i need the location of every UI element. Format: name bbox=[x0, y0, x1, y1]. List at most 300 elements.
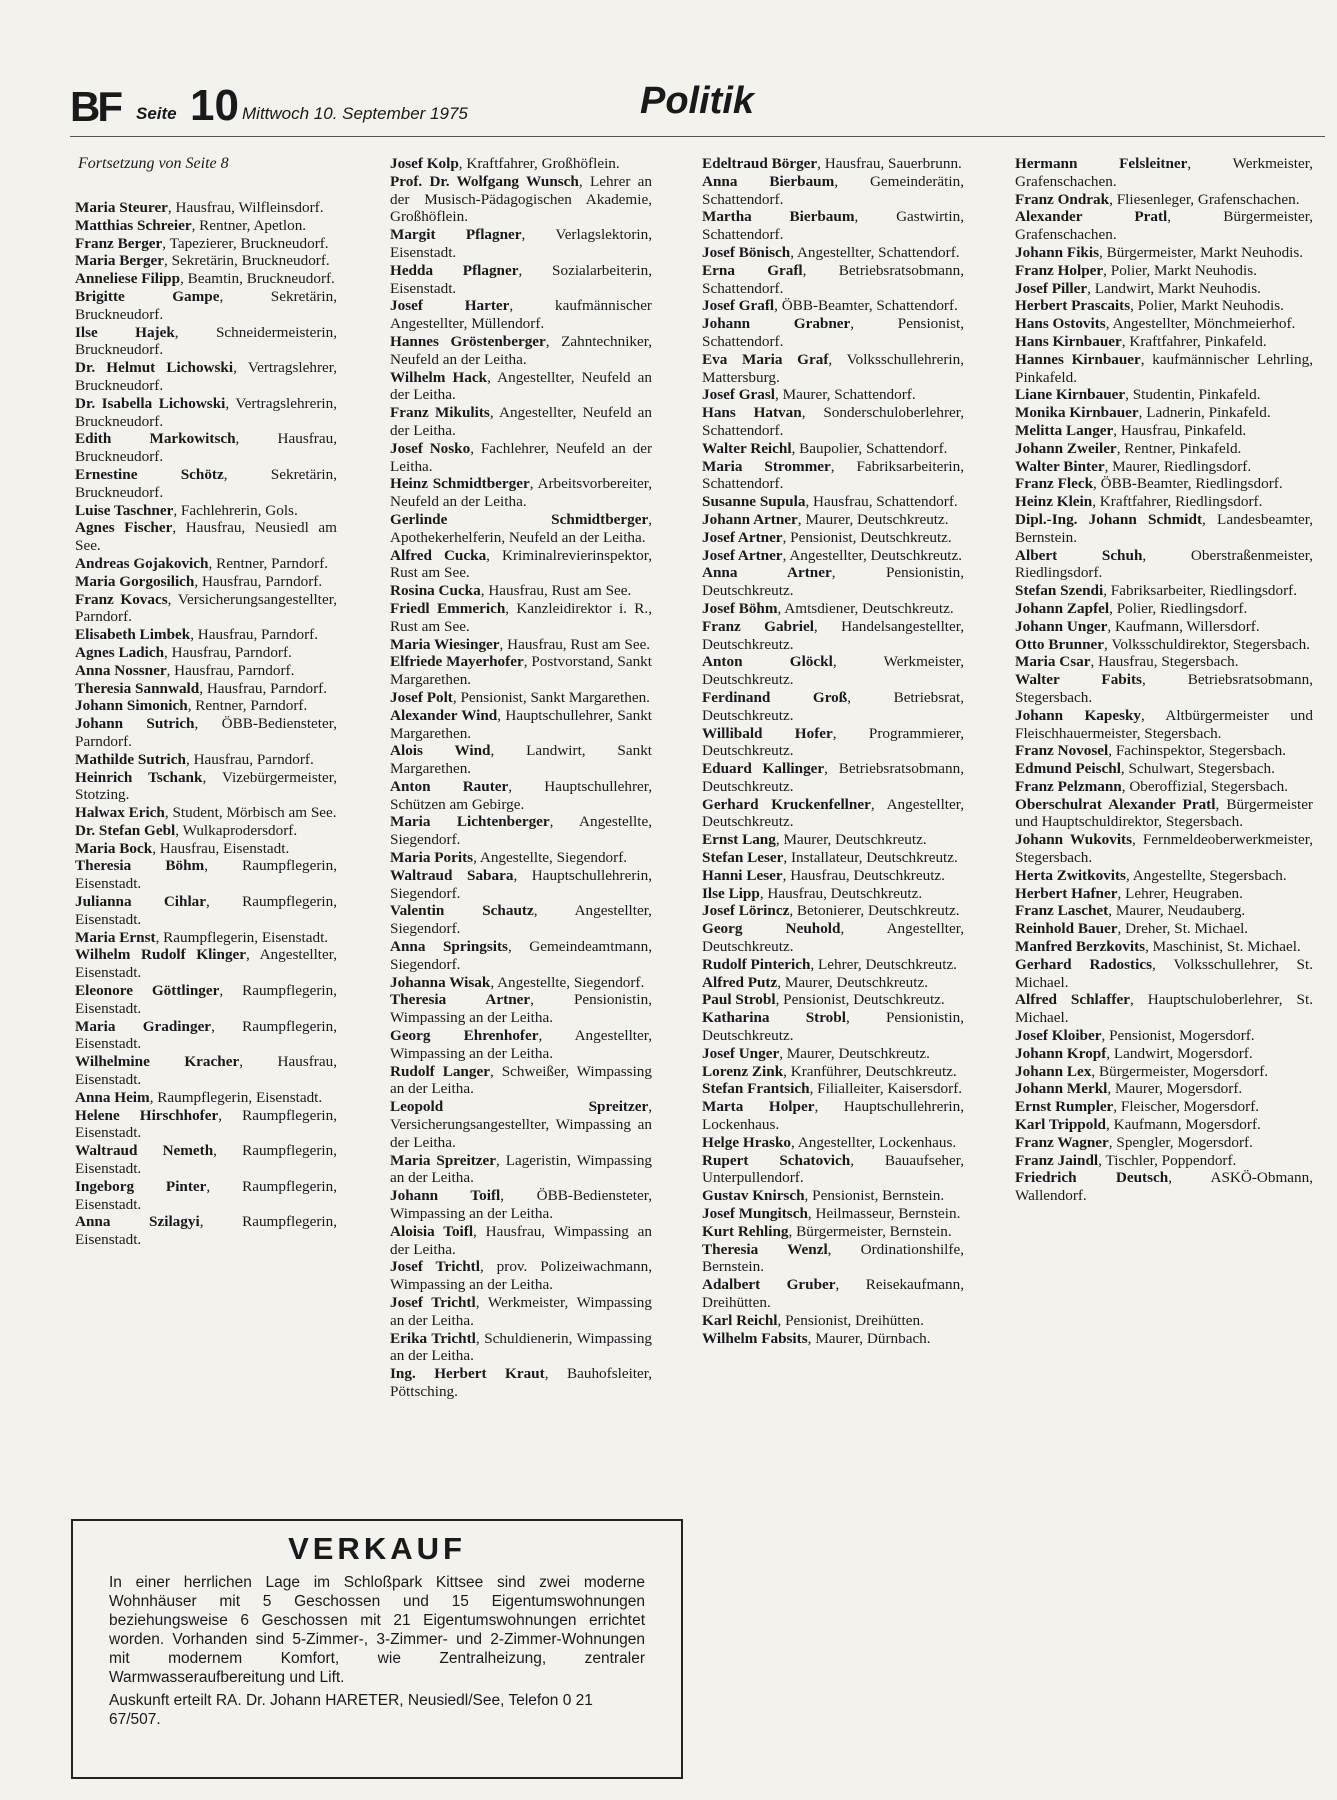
list-item: Anna Nossner, Hausfrau, Parndorf. bbox=[75, 661, 295, 679]
person-details: Apothekerhelferin, Neufeld an der Leitha. bbox=[390, 528, 646, 546]
list-item: Agnes Fischer, Hausfrau, Neusiedl am See. bbox=[75, 519, 337, 555]
person-name: Franz Jaindl bbox=[1015, 1151, 1099, 1169]
person-name: Marta Holper bbox=[702, 1098, 815, 1116]
person-details: Lehrer an der Musisch-Pädagogischen Akademie, Großhöflein. bbox=[390, 172, 652, 226]
list-item: Georg Ehrenhofer, Angestellter, Wimpassing an der Leitha. bbox=[390, 1027, 652, 1062]
list-item: Dr. Isabella Lichowski, Vertragslehrerin, Bruckneudorf. bbox=[75, 394, 337, 430]
list-item: Gerlinde Schmidtberger, Apothekerhelferin, Neufeld an der Leitha. bbox=[390, 510, 652, 546]
list-item: Wilhelm Fabsits, Maurer, Dürnbach. bbox=[702, 1329, 931, 1347]
person-details: Landwirt, Mogersdorf. bbox=[1113, 1044, 1253, 1062]
person-details: Betonierer, Deutschkreutz. bbox=[796, 902, 960, 920]
list-item: Johann Zweiler, Rentner, Pinkafeld. bbox=[1015, 439, 1242, 457]
list-item: Josef Grasl, Maurer, Schattendorf. bbox=[702, 386, 916, 404]
person-name: Eduard Kallinger bbox=[702, 760, 825, 778]
person-details: Angestellter, Eisenstadt. bbox=[75, 946, 337, 982]
person-details: Hausfrau, Stegersbach. bbox=[1098, 653, 1239, 671]
person-name: Josef Böhm bbox=[702, 599, 778, 617]
person-details: Volksschullehrerin, Mattersburg. bbox=[702, 350, 964, 386]
person-name: Hans Kirnbauer bbox=[1015, 332, 1122, 350]
person-details: Pensionist, Mogersdorf. bbox=[1109, 1027, 1255, 1045]
person-name: Dr. Stefan Gebl bbox=[75, 821, 176, 839]
person-details: Angestellter, Wimpassing an der Leitha. bbox=[390, 1027, 652, 1062]
person-name: Wilhelm Rudolf Klinger bbox=[75, 946, 247, 964]
person-name: Ernst Lang bbox=[702, 831, 776, 849]
list-item: Franz Berger, Tapezierer, Bruckneudorf. bbox=[75, 234, 329, 252]
list-item: Hans Hatvan, Sonderschuloberlehrer, Schattendorf. bbox=[702, 404, 964, 439]
person-details: Installateur, Deutschkreutz. bbox=[791, 849, 958, 867]
person-details: Bürgermeister und Hauptschuldirektor, Stegersbach. bbox=[1015, 795, 1313, 831]
person-name: Alfred Cucka bbox=[390, 546, 487, 564]
list-item: Oberschulrat Alexander Pratl, Bürgermeister und Hauptschuldirektor, Stegersbach. bbox=[1015, 795, 1313, 831]
person-details: Hausfrau, Wilfleinsdorf. bbox=[175, 199, 324, 216]
list-item: Johann Unger, Kaufmann, Willersdorf. bbox=[1015, 617, 1260, 635]
list-item: Johann Artner, Maurer, Deutschkreutz. bbox=[702, 510, 949, 528]
person-name: Franz Kovacs bbox=[75, 590, 168, 608]
person-details: Gemeinderätin, Schattendorf. bbox=[702, 172, 964, 208]
column-3 bbox=[702, 155, 964, 1347]
person-name: Franz Fleck bbox=[1015, 475, 1094, 493]
list-item: Agnes Ladich, Hausfrau, Parndorf. bbox=[75, 643, 292, 661]
person-details: Sekretärin, Bruckneudorf. bbox=[171, 252, 330, 270]
person-name: Rosina Cucka bbox=[390, 582, 481, 600]
person-details: Student, Mörbisch am See. bbox=[172, 804, 337, 822]
person-details: Hausfrau, Wimpassing an der Leitha. bbox=[390, 1222, 653, 1258]
list-item: Franz Pelzmann, Oberoffizial, Stegersbach. bbox=[1015, 777, 1289, 795]
person-name: Halwax Erich bbox=[75, 804, 165, 822]
person-details: Studentin, Pinkafeld. bbox=[1132, 386, 1261, 404]
list-item: Eduard Kallinger, Betriebsratsobmann, Deutschkreutz. bbox=[702, 760, 964, 795]
list-item: Otto Brunner, Volksschuldirektor, Stegersbach. bbox=[1015, 635, 1310, 653]
person-name: Alois Wind bbox=[390, 742, 491, 760]
list-item: Lorenz Zink, Kranführer, Deutschkreutz. bbox=[702, 1062, 957, 1080]
person-name: Friedl Emmerich bbox=[390, 599, 506, 617]
person-name: Josef Kolp bbox=[390, 155, 459, 172]
person-details: Tischler, Poppendorf. bbox=[1105, 1151, 1237, 1169]
person-name: Edmund Peischl bbox=[1015, 760, 1121, 778]
person-name: Maria Berger bbox=[75, 252, 164, 270]
person-details: Pensionist, Bernstein. bbox=[812, 1187, 945, 1205]
person-details: Angestellter, Deutschkreutz. bbox=[789, 546, 963, 564]
list-item: Alfred Cucka, Kriminalrevierinspektor, Rust am See. bbox=[390, 546, 652, 582]
person-name: Julianna Cihlar bbox=[75, 893, 207, 911]
list-item: Kurt Rehling, Bürgermeister, Bernstein. bbox=[702, 1222, 952, 1240]
person-details: Hausfrau, Deutschkreutz. bbox=[767, 884, 923, 902]
person-details: Tapezierer, Bruckneudorf. bbox=[169, 234, 329, 252]
list-item: Theresia Artner, Pensionistin, Wimpassing an der Leitha. bbox=[390, 991, 652, 1027]
person-details: Gemeindeamtmann, Siegendorf. bbox=[390, 938, 653, 973]
person-name: Rudolf Pinterich bbox=[702, 955, 811, 973]
person-details: Raumpflegerin, Eisenstadt. bbox=[163, 928, 329, 946]
person-name: Johann Lex bbox=[1015, 1062, 1092, 1080]
person-details: Dreher, St. Michael. bbox=[1125, 920, 1249, 938]
person-details: Heilmasseur, Bernstein. bbox=[815, 1205, 961, 1223]
list-item: Josef Artner, Pensionist, Deutschkreutz. bbox=[702, 528, 952, 546]
person-details: Fachlehrer, Neufeld an der Leitha. bbox=[390, 439, 652, 475]
person-name: Ilse Lipp bbox=[702, 884, 760, 902]
person-details: Werkmeister, Deutschkreutz. bbox=[702, 653, 964, 689]
person-name: Johann Wukovits bbox=[1015, 831, 1133, 849]
list-item: Georg Neuhold, Angestellter, Deutschkreutz. bbox=[702, 920, 964, 956]
person-name: Johann Kapesky bbox=[1015, 706, 1142, 724]
list-item: Theresia Sannwald, Hausfrau, Parndorf. bbox=[75, 679, 328, 697]
person-details: Versicherungsangestellter, Parndorf. bbox=[75, 590, 337, 626]
list-item: Monika Kirnbauer, Ladnerin, Pinkafeld. bbox=[1015, 404, 1271, 422]
person-details: Maurer, Mogersdorf. bbox=[1115, 1080, 1243, 1098]
person-details: Schulwart, Stegersbach. bbox=[1128, 760, 1275, 778]
person-name: Alexander Wind bbox=[390, 706, 498, 724]
person-name: Dr. Helmut Lichowski bbox=[75, 359, 234, 377]
person-details: Werkmeister, Wimpassing an der Leitha. bbox=[390, 1294, 652, 1329]
person-details: Hausfrau, Pinkafeld. bbox=[1120, 421, 1247, 439]
list-item: Hans Kirnbauer, Kraftfahrer, Pinkafeld. bbox=[1015, 332, 1267, 350]
column-2 bbox=[390, 155, 652, 1401]
person-name: Hans Ostovits bbox=[1015, 315, 1106, 333]
list-item: Stefan Szendi, Fabriksarbeiter, Riedlingsdorf. bbox=[1015, 582, 1298, 600]
person-details: Raumpflegerin, Eisenstadt. bbox=[75, 1177, 337, 1213]
list-item: Friedl Emmerich, Kanzleidirektor i. R., Rust am See. bbox=[390, 599, 652, 635]
list-item: Anna Heim, Raumpflegerin, Eisenstadt. bbox=[75, 1088, 323, 1106]
column-1 bbox=[75, 155, 337, 1249]
person-details: ÖBB-Bediensteter, Parndorf. bbox=[75, 715, 337, 750]
list-item: Ernestine Schötz, Sekretärin, Bruckneudorf. bbox=[75, 465, 337, 501]
person-name: Helge Hrasko bbox=[702, 1133, 792, 1151]
person-name: Katharina Strobl bbox=[702, 1009, 846, 1027]
list-item: Josef Bönisch, Angestellter, Schattendorf. bbox=[702, 243, 960, 261]
person-name: Aloisia Toifl bbox=[390, 1222, 474, 1240]
list-item: Mathilde Sutrich, Hausfrau, Parndorf. bbox=[75, 750, 314, 768]
person-name: Franz Ondrak bbox=[1015, 190, 1110, 208]
person-details: Maurer, Deutschkreutz. bbox=[783, 831, 927, 849]
list-item: Ilse Hajek, Schneidermeisterin, Bruckneudorf. bbox=[75, 323, 337, 359]
person-details: Angestellter, Schattendorf. bbox=[796, 243, 960, 261]
list-item: Maria Spreitzer, Lageristin, Wimpassing an der Leitha. bbox=[390, 1151, 653, 1187]
person-name: Josef Kloiber bbox=[1015, 1027, 1102, 1045]
list-item: Maria Gradinger, Raumpflegerin, Eisenstadt. bbox=[75, 1017, 337, 1053]
person-details: Bauhofsleiter, Pöttsching. bbox=[390, 1365, 652, 1400]
person-details: Hausfrau, Parndorf. bbox=[206, 679, 328, 697]
person-details: Angestellter, Neufeld an der Leitha. bbox=[390, 404, 652, 439]
person-details: Pensionistin, Wimpassing an der Leitha. bbox=[390, 991, 652, 1027]
list-item: Anna Artner, Pensionistin, Deutschkreutz. bbox=[702, 564, 965, 600]
person-details: Maurer, Schattendorf. bbox=[782, 386, 916, 404]
person-details: Baupolier, Schattendorf. bbox=[799, 439, 948, 457]
person-name: Johann Sutrich bbox=[75, 715, 195, 733]
list-item: Rosina Cucka, Hausfrau, Rust am See. bbox=[390, 582, 632, 600]
person-name: Valentin Schautz bbox=[390, 902, 534, 920]
person-details: Hausfrau, Neusiedl am See. bbox=[75, 519, 337, 555]
person-name: Alfred Schlaffer bbox=[1015, 991, 1130, 1009]
person-name: Stefan Frantsich bbox=[702, 1080, 810, 1098]
list-item: Anna Springsits, Gemeindeamtmann, Siegendorf. bbox=[390, 938, 653, 973]
person-details: Raumpflegerin, Eisenstadt. bbox=[75, 893, 338, 928]
person-details: Fabriksarbeiterin, Schattendorf. bbox=[702, 457, 964, 493]
person-name: Waltraud Nemeth bbox=[75, 1142, 214, 1160]
person-name: Franz Gabriel bbox=[702, 617, 814, 635]
person-name: Maria Csar bbox=[1015, 653, 1091, 671]
list-item: Alfred Schlaffer, Hauptschuloberlehrer, St. Michael. bbox=[1015, 991, 1313, 1027]
list-item: Ernst Lang, Maurer, Deutschkreutz. bbox=[702, 831, 927, 849]
person-name: Johann Zweiler bbox=[1015, 439, 1117, 457]
list-item: Johann Lex, Bürgermeister, Mogersdorf. bbox=[1015, 1062, 1269, 1080]
list-item: Franz Ondrak, Fliesenleger, Grafenschachen. bbox=[1015, 190, 1300, 208]
person-details: Betriebsratsobmann, Deutschkreutz. bbox=[702, 760, 964, 795]
list-item: Matthias Schreier, Rentner, Apetlon. bbox=[75, 216, 307, 234]
person-name: Ferdinand Groß bbox=[702, 688, 848, 706]
person-details: Volksschuldirektor, Stegersbach. bbox=[1111, 635, 1310, 653]
list-item: Anna Bierbaum, Gemeinderätin, Schattendorf. bbox=[702, 172, 964, 208]
person-details: Maschinist, St. Michael. bbox=[1152, 938, 1301, 956]
person-details: Pensionistin, Deutschkreutz. bbox=[702, 564, 965, 600]
list-item: Hannes Kirnbauer, kaufmännischer Lehrling, Pinkafeld. bbox=[1015, 350, 1313, 386]
list-item: Hermann Felsleitner, Werkmeister, Grafenschachen. bbox=[1015, 155, 1313, 190]
person-details: Kaufmann, Willersdorf. bbox=[1115, 617, 1260, 635]
list-item: Franz Kovacs, Versicherungsangestellter, Parndorf. bbox=[75, 590, 337, 626]
list-item: Gerhard Kruckenfellner, Angestellter, Deutschkreutz. bbox=[702, 795, 964, 831]
person-name: Eva Maria Graf bbox=[702, 350, 829, 368]
person-details: kaufmännischer Angestellter, Müllendorf. bbox=[390, 297, 652, 333]
person-details: Angestellter, Deutschkreutz. bbox=[702, 795, 964, 831]
list-item: Maria Ernst, Raumpflegerin, Eisenstadt. bbox=[75, 928, 329, 946]
person-name: Ernestine Schötz bbox=[75, 465, 224, 483]
person-details: Raumpflegerin, Eisenstadt. bbox=[75, 1106, 338, 1142]
person-name: Johann Unger bbox=[1015, 617, 1108, 635]
person-details: Pensionist, Deutschkreutz. bbox=[783, 991, 945, 1009]
person-name: Wilhelmine Kracher bbox=[75, 1053, 240, 1071]
person-details: ÖBB-Beamter, Schattendorf. bbox=[781, 297, 958, 315]
person-details: Raumpflegerin, Eisenstadt. bbox=[75, 1017, 337, 1053]
person-name: Brigitte Gampe bbox=[75, 287, 220, 305]
person-name: Gustav Knirsch bbox=[702, 1187, 805, 1205]
person-name: Edeltraud Börger bbox=[702, 155, 818, 172]
person-details: Maurer, Deutschkreutz. bbox=[784, 973, 929, 991]
person-name: Herbert Prascaits bbox=[1015, 297, 1131, 315]
list-item: Rudolf Langer, Schweißer, Wimpassing an der Leitha. bbox=[390, 1062, 652, 1098]
person-details: Hausfrau, Parndorf. bbox=[174, 661, 295, 679]
list-item: Theresia Wenzl, Ordinationshilfe, Bernstein. bbox=[702, 1240, 964, 1276]
person-name: Andreas Gojakovich bbox=[75, 554, 209, 572]
list-item: Manfred Berzkovits, Maschinist, St. Michael. bbox=[1015, 938, 1301, 956]
person-name: Maria Bock bbox=[75, 839, 153, 857]
person-details: Maurer, Deutschkreutz. bbox=[805, 510, 949, 528]
list-item: Ing. Herbert Kraut, Bauhofsleiter, Pöttsching. bbox=[390, 1365, 652, 1400]
list-item: Franz Novosel, Fachinspektor, Stegersbach. bbox=[1015, 742, 1287, 760]
person-name: Hannes Gröstenberger bbox=[390, 332, 546, 350]
list-item: Karl Trippold, Kaufmann, Mogersdorf. bbox=[1015, 1116, 1261, 1134]
person-name: Friedrich Deutsch bbox=[1015, 1169, 1169, 1187]
person-details: Hauptschullehrer, Schützen am Gebirge. bbox=[390, 777, 653, 813]
person-name: Helene Hirschhofer bbox=[75, 1106, 219, 1124]
list-item: Prof. Dr. Wolfgang Wunsch, Lehrer an der Musisch-Pädagogischen Akademie, Großhöflein. bbox=[390, 172, 652, 226]
list-item: Josef Trichtl, Werkmeister, Wimpassing an der Leitha. bbox=[390, 1294, 652, 1329]
person-name: Georg Neuhold bbox=[702, 920, 841, 938]
person-name: Melitta Langer bbox=[1015, 421, 1114, 439]
person-name: Liane Kirnbauer bbox=[1015, 386, 1126, 404]
person-details: Hauptschullehrer, Sankt Margarethen. bbox=[390, 706, 653, 742]
list-item: Maria Csar, Hausfrau, Stegersbach. bbox=[1015, 653, 1239, 671]
person-details: Schneidermeisterin, Bruckneudorf. bbox=[75, 323, 337, 359]
person-details: ÖBB-Bediensteter, Wimpassing an der Leitha. bbox=[390, 1187, 653, 1223]
list-item: Josef Trichtl, prov. Polizeiwachmann, Wimpassing an der Leitha. bbox=[390, 1258, 652, 1294]
person-name: Josef Nosko bbox=[390, 439, 471, 457]
person-details: Landwirt, Sankt Margarethen. bbox=[390, 742, 653, 778]
list-item: Luise Taschner, Fachlehrerin, Gols. bbox=[75, 501, 298, 519]
person-details: Betriebsratsobmann, Stegersbach. bbox=[1015, 671, 1314, 706]
person-details: Landesbeamter, Bernstein. bbox=[1015, 510, 1313, 546]
list-item: Martha Bierbaum, Gastwirtin, Schattendorf. bbox=[702, 208, 964, 244]
list-item: Waltraud Nemeth, Raumpflegerin, Eisenstadt. bbox=[75, 1142, 337, 1178]
list-item: Herbert Prascaits, Polier, Markt Neuhodis. bbox=[1015, 297, 1284, 315]
list-item: Alexander Pratl, Bürgermeister, Grafenschachen. bbox=[1015, 208, 1314, 244]
person-name: Anna Heim bbox=[75, 1088, 150, 1106]
person-name: Josef Piller bbox=[1015, 279, 1088, 297]
list-item: Franz Holper, Polier, Markt Neuhodis. bbox=[1015, 261, 1257, 279]
person-name: Maria Spreitzer bbox=[390, 1151, 496, 1169]
person-details: Angestellte, Siegendorf. bbox=[479, 849, 628, 867]
person-name: Elfriede Mayerhofer bbox=[390, 653, 524, 671]
person-details: Bürgermeister, Mogersdorf. bbox=[1098, 1062, 1269, 1080]
person-name: Maria Ernst bbox=[75, 928, 156, 946]
list-item: Josef Grafl, ÖBB-Beamter, Schattendorf. bbox=[702, 297, 958, 315]
list-item: Dr. Helmut Lichowski, Vertragslehrer, Bruckneudorf. bbox=[75, 359, 338, 394]
person-name: Gerlinde Schmidtberger bbox=[390, 510, 649, 528]
person-details: Rentner, Apetlon. bbox=[199, 216, 307, 234]
person-name: Josef Bönisch bbox=[702, 243, 791, 261]
list-item: Helene Hirschhofer, Raumpflegerin, Eisenstadt. bbox=[75, 1106, 338, 1142]
person-details: Zahntechniker, Neufeld an der Leitha. bbox=[390, 332, 652, 368]
person-details: Pensionist, Deutschkreutz. bbox=[790, 528, 952, 546]
person-name: Reinhold Bauer bbox=[1015, 920, 1118, 938]
person-details: kaufmännischer Lehrling, Pinkafeld. bbox=[1015, 350, 1313, 386]
person-details: Angestellte, Stegersbach. bbox=[1132, 866, 1287, 884]
list-item: Susanne Supula, Hausfrau, Schattendorf. bbox=[702, 493, 958, 511]
person-name: Johann Artner bbox=[702, 510, 798, 528]
list-item: Johann Wukovits, Fernmeldeoberwerkmeister, Stegersbach. bbox=[1015, 831, 1314, 867]
list-item: Heinrich Tschank, Vizebürgermeister, Stotzing. bbox=[75, 768, 337, 804]
person-name: Anna Nossner bbox=[75, 661, 167, 679]
person-name: Josef Grasl bbox=[702, 386, 775, 404]
person-name: Willibald Hofer bbox=[702, 724, 833, 742]
person-details: Vertragslehrer, Bruckneudorf. bbox=[75, 359, 338, 394]
list-item: Hannes Gröstenberger, Zahntechniker, Neufeld an der Leitha. bbox=[390, 332, 652, 368]
person-details: Bürgermeister, Bernstein. bbox=[796, 1222, 952, 1240]
person-name: Franz Mikulits bbox=[390, 404, 490, 422]
person-details: Polier, Markt Neuhodis. bbox=[1110, 261, 1257, 279]
person-name: Johann Simonich bbox=[75, 697, 188, 715]
person-details: Angestellter, Neufeld an der Leitha. bbox=[390, 368, 652, 404]
list-item: Johann Simonich, Rentner, Parndorf. bbox=[75, 697, 308, 715]
person-details: Rentner, Parndorf. bbox=[216, 554, 329, 572]
person-details: Hausfrau, Sauerbrunn. bbox=[824, 155, 962, 172]
person-name: Georg Ehrenhofer bbox=[390, 1027, 539, 1045]
person-details: Polier, Markt Neuhodis. bbox=[1137, 297, 1284, 315]
list-item: Josef Böhm, Amtsdiener, Deutschkreutz. bbox=[702, 599, 954, 617]
person-name: Josef Polt bbox=[390, 688, 453, 706]
list-item: Stefan Leser, Installateur, Deutschkreutz. bbox=[702, 849, 958, 867]
list-item: Ingeborg Pinter, Raumpflegerin, Eisenstadt. bbox=[75, 1177, 337, 1213]
page-number: 10 bbox=[190, 81, 239, 130]
person-name: Johann Grabner bbox=[702, 315, 851, 333]
person-name: Monika Kirnbauer bbox=[1015, 404, 1139, 422]
list-item: Liane Kirnbauer, Studentin, Pinkafeld. bbox=[1015, 386, 1261, 404]
list-item: Maria Berger, Sekretärin, Bruckneudorf. bbox=[75, 252, 330, 270]
list-item: Hedda Pflagner, Sozialarbeiterin, Eisenstadt. bbox=[390, 261, 652, 297]
list-item: Josef Kloiber, Pensionist, Mogersdorf. bbox=[1015, 1027, 1255, 1045]
person-name: Johann Toifl bbox=[390, 1187, 501, 1205]
list-item: Julianna Cihlar, Raumpflegerin, Eisenstadt. bbox=[75, 893, 338, 928]
sale-advertisement bbox=[71, 1519, 683, 1779]
list-item: Johann Zapfel, Polier, Riedlingsdorf. bbox=[1015, 599, 1248, 617]
person-name: Hannes Kirnbauer bbox=[1015, 350, 1141, 368]
person-details: Hausfrau, Deutschkreutz. bbox=[790, 866, 945, 884]
list-item: Johann Toifl, ÖBB-Bediensteter, Wimpassing an der Leitha. bbox=[390, 1187, 653, 1223]
person-details: Gastwirtin, Schattendorf. bbox=[702, 208, 964, 244]
person-details: Polier, Riedlingsdorf. bbox=[1116, 599, 1248, 617]
person-name: Wilhelm Fabsits bbox=[702, 1329, 808, 1347]
person-details: Kraftfahrer, Riedlingsdorf. bbox=[1099, 493, 1263, 511]
person-details: Maurer, Neudauberg. bbox=[1115, 902, 1246, 920]
person-details: Verlagslektorin, Eisenstadt. bbox=[390, 226, 652, 261]
person-name: Josef Harter bbox=[390, 297, 510, 315]
person-name: Manfred Berzkovits bbox=[1015, 938, 1146, 956]
list-item: Maria Strommer, Fabriksarbeiterin, Schattendorf. bbox=[702, 457, 964, 493]
person-details: Sonderschuloberlehrer, Schattendorf. bbox=[702, 404, 964, 439]
list-item: Wilhelm Hack, Angestellter, Neufeld an der Leitha. bbox=[390, 368, 652, 404]
person-details: Rentner, Parndorf. bbox=[195, 697, 308, 715]
person-details: Angestellter, Siegendorf. bbox=[390, 902, 652, 938]
person-details: Pensionist, Sankt Margarethen. bbox=[460, 688, 650, 706]
person-name: Anton Rauter bbox=[390, 777, 509, 795]
issue-date: Mittwoch 10. September 1975 bbox=[242, 104, 468, 123]
person-name: Maria Steurer bbox=[75, 199, 168, 216]
list-item: Rupert Schatovich, Bauaufseher, Unterpullendorf. bbox=[702, 1151, 965, 1187]
person-name: Maria Wiesinger bbox=[390, 635, 500, 653]
person-name: Franz Holper bbox=[1015, 261, 1104, 279]
person-details: Lageristin, Wimpassing an der Leitha. bbox=[390, 1151, 653, 1187]
person-name: Ilse Hajek bbox=[75, 323, 175, 341]
list-item: Josef Kolp, Kraftfahrer, Großhöflein. bbox=[390, 155, 620, 172]
list-item: Johann Fikis, Bürgermeister, Markt Neuhodis. bbox=[1015, 243, 1304, 261]
person-details: Arbeitsvorbereiter, Neufeld an der Leitha. bbox=[390, 475, 652, 511]
person-details: Maurer, Riedlingsdorf. bbox=[1112, 457, 1252, 475]
list-item: Anton Rauter, Hauptschullehrer, Schützen am Gebirge. bbox=[390, 777, 653, 813]
person-name: Adalbert Gruber bbox=[702, 1276, 836, 1294]
person-name: Johann Merkl bbox=[1015, 1080, 1108, 1098]
list-item: Johann Sutrich, ÖBB-Bediensteter, Parndorf. bbox=[75, 715, 337, 750]
person-details: Hausfrau, Parndorf. bbox=[171, 643, 292, 661]
list-item: Waltraud Sabara, Hauptschullehrerin, Siegendorf. bbox=[390, 866, 652, 902]
list-item: Reinhold Bauer, Dreher, St. Michael. bbox=[1015, 920, 1249, 938]
person-name: Herbert Hafner bbox=[1015, 884, 1118, 902]
person-name: Walter Fabits bbox=[1015, 671, 1142, 689]
list-item: Halwax Erich, Student, Mörbisch am See. bbox=[75, 804, 337, 822]
person-name: Stefan Szendi bbox=[1015, 582, 1104, 600]
person-details: Postvorstand, Sankt Margarethen. bbox=[390, 653, 652, 689]
continuation-note: Fortsetzung von Seite 8 bbox=[78, 155, 229, 172]
person-details: Amtsdiener, Deutschkreutz. bbox=[784, 599, 954, 617]
list-item: Josef Lörincz, Betonierer, Deutschkreutz. bbox=[702, 902, 960, 920]
list-item: Walter Fabits, Betriebsratsobmann, Stegersbach. bbox=[1015, 671, 1314, 706]
person-name: Alfred Putz bbox=[702, 973, 778, 991]
person-details: Angestellter, Mönchmeierhof. bbox=[1112, 315, 1296, 333]
person-details: Maurer, Deutschkreutz. bbox=[786, 1044, 930, 1062]
person-details: Kraftfahrer, Pinkafeld. bbox=[1129, 332, 1267, 350]
ad-body: In einer herrlichen Lage im Schloßpark Kittsee sind zwei moderne Wohnhäuser mit 5 Geschossen und 15 Eigentumswohnungen beziehungsweise 6 Geschossen mit 21 Eigentumswohnungen errichtet worden. Vorhanden sind 5-Zimmer-, 3-Zimmer- und 2-Zimmer-Wohnungen mit modernem Komfort, wie Zentralheizung, zentraler Warmwasseraufbereitung und Lift. bbox=[109, 1574, 645, 1686]
list-item: Franz Fleck, ÖBB-Beamter, Riedlingsdorf. bbox=[1015, 475, 1283, 493]
person-details: Lehrer, Deutschkreutz. bbox=[818, 955, 957, 973]
person-name: Walter Binter bbox=[1015, 457, 1105, 475]
person-details: Werkmeister, Grafenschachen. bbox=[1015, 155, 1313, 190]
person-name: Josef Unger bbox=[702, 1044, 780, 1062]
